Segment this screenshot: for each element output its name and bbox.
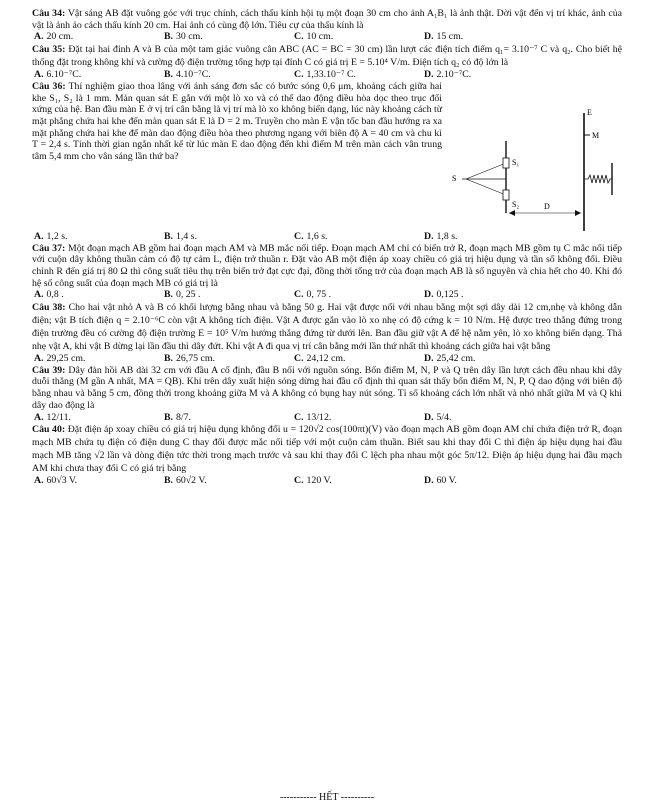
question-text: Dây đàn hồi AB dài 32 cm với đầu A cố định, đầu B nối với nguồn sóng. Bốn điểm M, N, P và Q trên dây lần lượt cách đều nhau khi dây duỗi thẳng (M gần A nhất, MA = QB). Khi trên dây xuất hiện sóng dừng hai đầu cố định thì quan sát thấy bốn điểm M, N, P, Q dao động với biên độ bằng nhau và bằng 5 cm, đồng thời trong khoảng giữa M và A không có bụng hay nút sóng. Tỉ số khoảng cách lớn nhất và nhỏ nhất giữa M và Q khi dây dao động là: [32, 364, 623, 411]
options-row: [34, 69, 622, 81]
options-row: [34, 353, 622, 365]
question-number: Câu 34:: [32, 8, 66, 19]
question-number: Câu 40:: [32, 424, 66, 436]
option-b: B. 30 cm.: [164, 31, 203, 43]
option-b: B. 4.10⁻⁷C.: [164, 69, 211, 81]
label-s: S: [452, 173, 457, 183]
question-text: Đặt điện áp xoay chiều có giá trị hiệu dụng không đổi u = 120√2 cos(100πt)(V) vào đoạn mạch AB gồm đoạn AM chỉ chứa điện trở R, đoạn mạch MB chứa tụ điện có điện dung C thay đổi được mắc nối tiếp với một cuộn cảm thuần. Biết sau khi thay đổi C thì điện áp hiệu dụng hai đầu mạch MB tăng √2 lần và dòng điện tức thời trong mạch trước và sau khi thay đổi C lệch pha nhau một góc 5π/12. Điện áp hiệu dụng hai đầu mạch AM khi chưa thay đổi C có giá trị bằng: [32, 424, 623, 475]
option-d: D. 25,42 cm.: [424, 353, 476, 365]
option-d: D. 60 V.: [424, 475, 457, 487]
option-a: A. 12/11.: [34, 411, 71, 423]
setup-diagram: [444, 103, 619, 243]
option-b: B. 60√2 V.: [164, 475, 207, 487]
option-b: B. 26,75 cm.: [164, 353, 215, 365]
end-marker: ----------- HẾT ----------: [279, 792, 375, 803]
option-c: C. 10 cm.: [294, 31, 334, 43]
question-36: [32, 81, 622, 243]
question-text: Thí nghiệm giao thoa lâng với ánh sáng đơn sắc có bước sóng 0,6 μm, khoảng cách giữa hai khe S₁, S₂ là 1 mm. Màn quan sát E gắn với một lò xo và có thể dao động điều hòa dọc theo trục đối xứng của hệ. Ban đầu màn E ở vị trí cân bằng là vị trí mà lò xo không biến dạng, lúc này khoảng cách từ mặt phẳng chứa hai khe đến màn quan sát E là D = 2 m. Truyền cho màn E vận tốc ban đầu hướng ra xa mặt phẳng chứa hai khe để màn dao động điều hòa theo phương ngang với biên độ A = 40 cm và chu kì T = 2,4 s. Tính thời gian ngắn nhất kể từ lúc màn E dao động đến khi điểm M trên màn cách vân trung tâm 5,4 mm cho vân sáng lần thứ ba?: [32, 80, 443, 163]
question-text: Đặt tại hai đỉnh A và B của một tam giác vuông cân ABC (AC = BC = 30 cm) lần lượt các điện tích điểm q₁= 3.10⁻⁷ C và q₂. Cho biết hệ thống đặt trong không khí và cường độ điện trường tổng hợp tại đỉnh C có giá trị E = 5.10⁴ V/m. Điện tích q₂ có độ lớn là: [32, 44, 623, 69]
options-row: [34, 289, 622, 301]
option-c: C. 1,33.10⁻⁷ C.: [294, 69, 356, 81]
question-40: [32, 423, 622, 487]
option-c: C. 1,6 s.: [294, 230, 328, 242]
question-39: [32, 365, 622, 424]
option-d: D. 1,8 s.: [424, 230, 458, 242]
option-c: C. 120 V.: [294, 475, 332, 487]
option-a: A. 1,2 s.: [34, 230, 68, 242]
option-b: B. 1,4 s.: [164, 230, 197, 242]
option-a: A. 6.10⁻⁷C.: [34, 69, 82, 81]
question-number: Câu 37:: [32, 242, 66, 254]
question-number: Câu 36:: [32, 80, 66, 92]
option-a: A. 60√3 V.: [34, 475, 78, 487]
option-c: C. 24,12 cm.: [294, 353, 346, 365]
option-a: A. 20 cm.: [34, 31, 74, 43]
label-m: M: [592, 130, 600, 140]
option-a: A. 29,25 cm.: [34, 353, 86, 365]
question-number: Câu 35:: [32, 44, 66, 56]
question-35: [32, 43, 622, 81]
question-text: Một đoạn mạch AB gồm hai đoạn mạch AM và MB mắc nối tiếp. Đoạn mạch AM chỉ có biến trở R, đoạn mạch MB gồm tụ C mắc nối tiếp với cuộn dây không thuần cảm có độ tự cảm L, điện trở thuần r. Đặt vào AB một điện áp xoay chiều có giá trị hiệu dụng và tần số không đổi. Điều chỉnh R đến giá trị 80 Ω thì công suất tiêu thụ trên biến trở đạt cực đại, đồng thời tổng trở của đoạn mạch AB là số nguyên và chia hết cho 40. Khi đó hệ số công suất của đoạn mạch MB có giá trị là: [32, 242, 622, 289]
option-c: C. 13/12.: [294, 411, 332, 423]
interference-figure: [442, 81, 622, 231]
question-number: Câu 39:: [32, 364, 66, 376]
option-d: D. 5/4.: [424, 411, 452, 423]
options-row: [34, 412, 622, 424]
question-text: Cho hai vật nhỏ A và B có khối lượng bằng nhau và bằng 50 g. Hai vật được nối với nhau bằng một sợi dây dài 12 cm,nhẹ và không dẫn điện; vật B tích điện q = 2.10⁻⁶C còn vật A không tích điện. Vật A được gắn vào lò xo nhẹ có độ cứng k = 10 N/m. Hệ được treo thẳng đứng trong điện trường đều có cường độ điện trường E = 10⁵ V/m hướng thẳng đứng từ dưới lên. Ban đầu giữ vật A để hệ nằm yên, lò xo không biến dạng. Thả nhẹ vật A, khi vật B dừng lại lần đầu thì dây đứt. Khi vật A đi qua vị trí cân bằng mới lần thứ nhất thì khoảng cách giữa hai vật bằng: [32, 302, 622, 353]
option-d: D. 2.10⁻⁷C.: [424, 69, 472, 81]
question-38: [32, 301, 622, 365]
label-d: D: [544, 201, 550, 211]
question-number: Câu 38:: [32, 302, 66, 314]
option-d: D. 0,125 .: [424, 289, 464, 301]
options-row: [34, 475, 622, 487]
option-a: A. 0,8 .: [34, 289, 64, 301]
exam-page: [32, 8, 623, 803]
question-text: Vật sáng AB đặt vuông góc với trục chính, cách thấu kính hội tụ một đoạn 30 cm cho ảnh A₁B₁ là ảnh thật. Dời vật đến vị trí khác, ảnh của vật là ảnh ảo cách thấu kính 20 cm. Hai ảnh có cùng độ lớn. Tiêu cự của thấu kính là: [32, 8, 622, 31]
options-row: [34, 31, 622, 43]
question-34: [32, 8, 622, 43]
label-s1: S₁: [512, 157, 520, 167]
option-b: B. 8/7.: [164, 411, 191, 423]
question-37: [32, 243, 622, 302]
label-e: E: [587, 107, 592, 117]
label-s2: S₂: [512, 199, 520, 209]
option-c: C. 0, 75 .: [294, 289, 332, 301]
option-b: B. 0, 25 .: [164, 289, 201, 301]
option-d: D. 15 cm.: [424, 31, 464, 43]
